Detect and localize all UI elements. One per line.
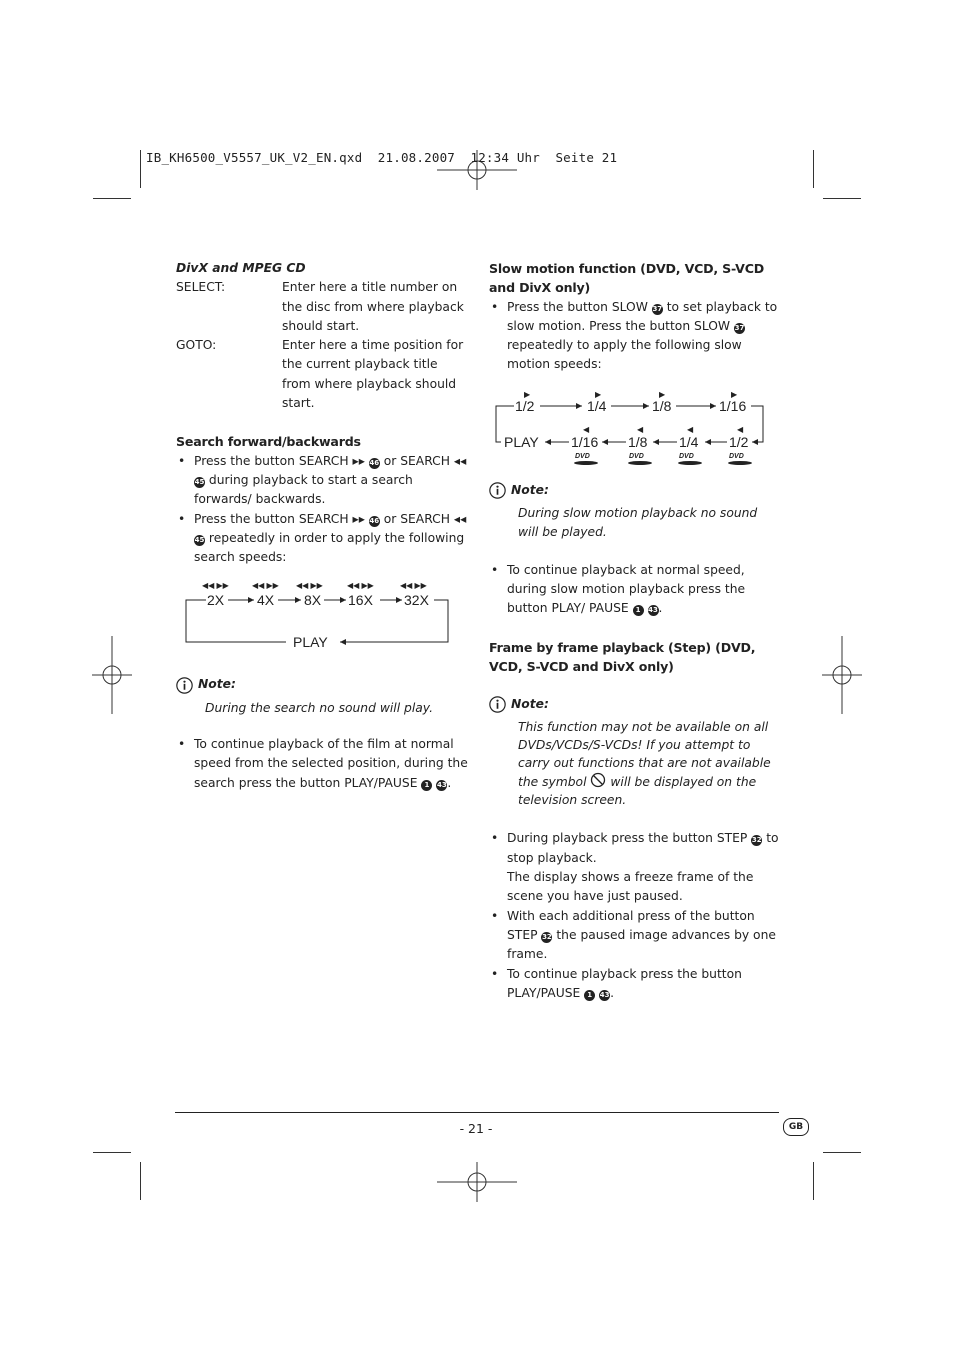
page-number: - 21 -	[459, 1121, 493, 1136]
text: This function may not be available on all DVDs/VCDs/S-VCDs! If you attempt to carry out functions that are not available the symbol	[518, 720, 771, 790]
slow-motion-heading: Slow motion function (DVD, VCD, S-VCD and DivX only)	[489, 261, 764, 296]
ref-badge: 43	[436, 780, 447, 789]
text: during playback to start a search forwards/ backwards.	[194, 472, 413, 507]
def-select	[176, 278, 468, 336]
divx-heading: DivX and MPEG CD	[176, 261, 306, 275]
list-item: • To continue playback press the button PLAY/PAUSE 1 43.	[489, 965, 781, 1004]
fast-forward-icon: ▸▸	[352, 511, 365, 526]
slow-forward-icon: ▶	[524, 389, 531, 399]
slow-forward-icon: ▶	[595, 389, 602, 399]
speed-label: 8X	[304, 592, 322, 609]
text: repeatedly in order to apply the following search speeds:	[194, 530, 465, 565]
text: will be displayed on the television screen.	[518, 775, 757, 808]
rew-ff-icon: ◀◀ ▶▶	[347, 581, 374, 591]
text: the paused image advances by one frame.	[507, 927, 776, 962]
note-title-text: Note:	[511, 482, 549, 497]
speed-label: 1/16	[571, 433, 599, 450]
crop-mark	[93, 198, 131, 199]
slow-reverse-icon: ◀	[687, 424, 694, 434]
note-heading	[489, 481, 781, 500]
dvd-logo: DVD	[629, 452, 644, 460]
slow-reverse-icon: ◀	[637, 424, 644, 434]
text: to stop playback.	[507, 831, 779, 865]
list-item	[176, 510, 468, 568]
speed-label: 1/16	[719, 397, 747, 414]
text: To continue playback press the button PLAY/PAUSE	[507, 966, 742, 1000]
note-heading	[489, 695, 781, 714]
crop-mark	[93, 1152, 131, 1153]
speed-label: 32X	[404, 592, 429, 609]
ref-badge: 46	[369, 516, 380, 525]
slow-speed-diagram	[489, 389, 779, 479]
slow-list	[489, 298, 781, 375]
note-text	[489, 718, 781, 809]
frame-step-heading: Frame by frame playback (Step) (DVD, VCD, S-VCD and DivX only)	[489, 639, 756, 674]
ref-badge: 46	[369, 458, 380, 467]
crop-mark	[140, 1162, 141, 1200]
text: to set playback to slow motion. Press the button SLOW	[507, 299, 778, 333]
dvd-logo: DVD	[729, 452, 744, 460]
registration-mark-left	[92, 636, 132, 714]
play-label: PLAY	[504, 433, 539, 450]
list-item	[489, 829, 781, 906]
rew-ff-icon: ◀◀ ▶▶	[252, 581, 279, 591]
info-icon	[176, 677, 193, 694]
speed-label: 1/4	[679, 433, 699, 450]
language-badge: GB	[783, 1118, 809, 1136]
list-item: • To continue playback of the film at normal speed from the selected position, during the search press the button PLAY/PAUSE 1 43.	[176, 735, 468, 793]
ref-badge: 32	[751, 836, 762, 845]
text: Press the button SEARCH	[194, 453, 349, 468]
text: repeatedly to apply the following slow motion speeds:	[507, 338, 742, 372]
search-heading: Search forward/backwards	[176, 434, 361, 450]
step-list	[489, 829, 781, 1003]
slow-reverse-icon: ◀	[737, 424, 744, 434]
speed-label: 1/4	[587, 397, 607, 414]
def-desc: Enter here a time position for the current playback title from where playback should start.	[282, 338, 464, 411]
speed-label: 16X	[348, 592, 373, 609]
fast-forward-icon: ▸▸	[352, 453, 365, 468]
speed-label: 1/8	[652, 397, 672, 414]
footer-rule	[175, 1112, 779, 1113]
ref-badge: 43	[599, 990, 610, 999]
list-item: • To continue playback at normal speed, during slow motion playback press the button PLAY/ PAUSE 1 43.	[489, 561, 781, 619]
text: With each additional press of the button STEP	[507, 908, 755, 942]
note-title-text: Note:	[198, 677, 236, 692]
ref-badge: 1	[584, 990, 595, 1001]
dvd-logo: DVD	[575, 452, 590, 460]
ref-badge: 1	[421, 780, 432, 791]
info-icon	[489, 696, 506, 713]
slow-forward-icon: ▶	[659, 389, 666, 399]
text: Press the button SEARCH	[194, 511, 349, 526]
left-column	[176, 259, 468, 793]
note-title-text: Note:	[511, 697, 549, 712]
speed-label: 1/2	[515, 397, 535, 414]
text: Press the button SLOW	[507, 299, 648, 314]
search-list	[176, 452, 468, 568]
speed-label: 1/2	[729, 433, 749, 450]
speed-label: 1/8	[628, 433, 648, 450]
text: or SEARCH	[383, 511, 450, 526]
speed-label: 4X	[257, 592, 275, 609]
rew-ff-icon: ◀◀ ▶▶	[296, 581, 323, 591]
def-goto	[176, 336, 468, 413]
continue-slow-list	[489, 561, 781, 619]
rew-ff-icon: ◀◀ ▶▶	[202, 581, 229, 591]
text: or SEARCH	[383, 453, 450, 468]
right-column	[489, 259, 781, 1003]
rewind-icon: ◂◂	[453, 453, 467, 468]
text: To continue playback of the film at normal speed from the selected position, during the search press the button PLAY/PAUSE	[194, 737, 468, 790]
crop-mark	[823, 198, 861, 199]
text: During playback press the button STEP	[507, 831, 748, 846]
slow-reverse-icon: ◀	[583, 424, 590, 434]
def-term: GOTO:	[176, 338, 217, 353]
registration-mark-bottom	[437, 1160, 517, 1204]
slow-forward-icon: ▶	[731, 389, 738, 399]
crop-mark	[813, 1162, 814, 1200]
dvd-logo: DVD	[679, 452, 694, 460]
def-term: SELECT:	[176, 280, 226, 295]
note-heading	[176, 675, 468, 694]
play-label: PLAY	[293, 634, 328, 651]
note-text: During the search no sound will play.	[205, 700, 434, 715]
ref-badge: 37	[734, 323, 745, 332]
def-desc: Enter here a title number on the disc from where playback should start.	[282, 280, 464, 333]
ref-badge: 37	[652, 304, 663, 313]
ref-badge: 45	[194, 535, 205, 544]
continue-list	[176, 735, 468, 793]
ref-badge: 1	[633, 605, 644, 616]
ref-badge: 32	[542, 932, 552, 941]
text: To continue playback at normal speed, during slow motion playback press the button PLAY/ PAUSE	[507, 562, 746, 616]
list-item	[176, 452, 468, 510]
info-icon	[489, 482, 506, 499]
text: The display shows a freeze frame of the scene you have just paused.	[507, 870, 754, 904]
speed-label: 2X	[207, 592, 225, 609]
search-speed-diagram	[176, 579, 466, 659]
note-text: During slow motion playback no sound will be played.	[518, 506, 758, 540]
crop-mark	[140, 150, 141, 188]
prohibited-icon	[590, 772, 606, 788]
ref-badge: 43	[648, 606, 658, 615]
registration-mark-right	[822, 636, 862, 714]
list-item	[489, 907, 781, 965]
rew-ff-icon: ◀◀ ▶▶	[400, 581, 427, 591]
list-item	[489, 298, 781, 375]
print-slug: IB_KH6500_V5557_UK_V2_EN.qxd 21.08.2007 12:34 Uhr Seite 21	[146, 150, 618, 165]
crop-mark	[813, 150, 814, 188]
rewind-icon: ◂◂	[453, 511, 467, 526]
ref-badge: 45	[194, 477, 205, 486]
crop-mark	[823, 1152, 861, 1153]
